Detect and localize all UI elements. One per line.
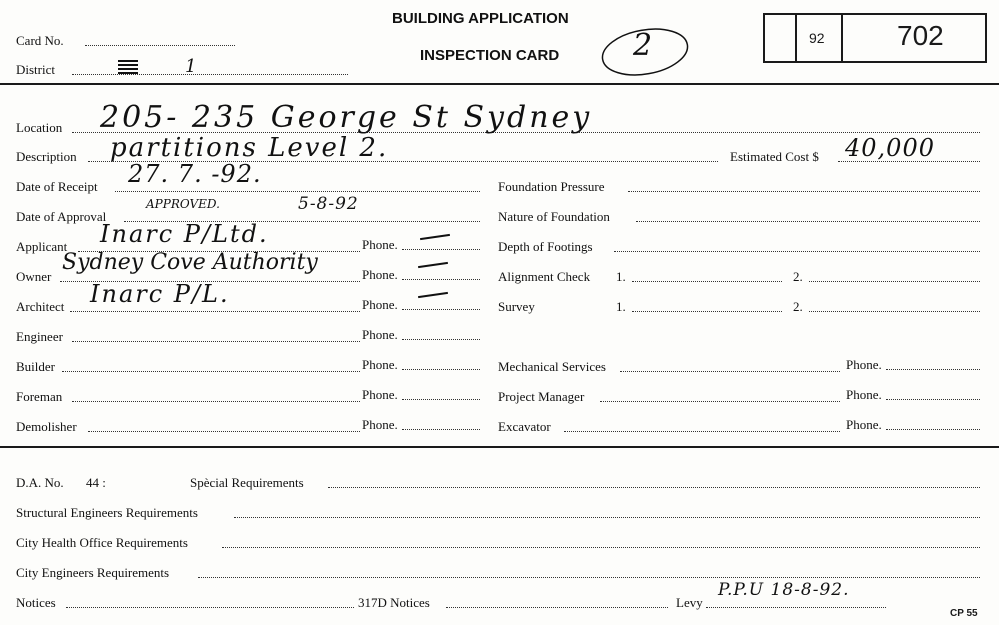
city-eng-field[interactable] — [198, 576, 980, 578]
receipt-label: Date of Receipt — [16, 179, 98, 194]
card-number-box — [763, 13, 987, 63]
card-number: 702 — [897, 20, 944, 51]
survey-one-label: 1. — [616, 299, 626, 314]
mechanical-phone-label: Phone. — [846, 357, 882, 372]
survey-two-field[interactable] — [809, 310, 980, 312]
city-eng-label: City Engineers Requirements — [16, 565, 170, 580]
builder-label: Builder — [16, 359, 55, 374]
special-label: Spècial Requirements — [190, 475, 304, 490]
foreman-label: Foreman — [16, 389, 63, 404]
form-code: CP 55 — [950, 608, 978, 619]
builder-phone-field[interactable] — [402, 368, 480, 370]
owner-phone-label: Phone. — [362, 267, 398, 282]
builder-phone-label: Phone. — [362, 357, 398, 372]
estimated-cost-value: 40,000 — [845, 134, 935, 162]
depth-footings-label: Depth of Footings — [498, 239, 593, 254]
section-divider — [0, 446, 999, 448]
nature-foundation-label: Nature of Foundation — [498, 209, 610, 224]
demolisher-phone-field[interactable] — [402, 428, 480, 430]
levy-label: Levy — [676, 595, 703, 610]
foreman-field[interactable] — [72, 400, 360, 402]
receipt-value: 27. 7. -92. — [128, 160, 262, 188]
foundation-pressure-field[interactable] — [628, 190, 980, 192]
architect-phone-dash — [418, 292, 448, 298]
builder-field[interactable] — [62, 370, 360, 372]
approval-label: Date of Approval — [16, 209, 107, 224]
foreman-phone-field[interactable] — [402, 398, 480, 400]
form-title-line2: INSPECTION CARD — [420, 47, 560, 64]
owner-label: Owner — [16, 269, 52, 284]
project-manager-phone-label: Phone. — [846, 387, 882, 402]
notices-317d-field[interactable] — [446, 606, 668, 608]
description-label: Description — [16, 149, 77, 164]
location-label: Location — [16, 120, 63, 135]
survey-two-label: 2. — [793, 299, 803, 314]
excavator-field[interactable] — [564, 430, 840, 432]
card-no-field[interactable] — [85, 44, 235, 46]
architect-field[interactable] — [70, 310, 360, 312]
special-field[interactable] — [328, 486, 980, 488]
applicant-phone-field[interactable] — [402, 248, 480, 250]
mechanical-phone-field[interactable] — [886, 368, 980, 370]
alignment-one-label: 1. — [616, 269, 626, 284]
survey-one-field[interactable] — [632, 310, 782, 312]
survey-label: Survey — [498, 299, 535, 314]
approval-value: 5-8-92 — [298, 194, 359, 214]
applicant-phone-dash — [420, 234, 450, 240]
applicant-value: Inarc P/Ltd. — [100, 220, 269, 248]
engineer-phone-label: Phone. — [362, 327, 398, 342]
owner-value: Sydney Cove Authority — [62, 250, 318, 275]
applicant-label: Applicant — [16, 239, 68, 254]
circled-number: 2 — [633, 28, 654, 63]
project-manager-field[interactable] — [600, 400, 840, 402]
excavator-phone-field[interactable] — [886, 428, 980, 430]
card-no-label: Card No. — [16, 33, 64, 48]
foundation-pressure-label: Foundation Pressure — [498, 179, 605, 194]
location-value: 205- 235 George St Sydney — [100, 100, 593, 135]
demolisher-phone-label: Phone. — [362, 417, 398, 432]
levy-field[interactable] — [706, 606, 886, 608]
alignment-one-field[interactable] — [632, 280, 782, 282]
notices-317d-label: 317D Notices — [358, 595, 430, 610]
form-title-line1: BUILDING APPLICATION — [392, 10, 569, 27]
district-value: 1 — [185, 56, 198, 77]
excavator-phone-label: Phone. — [846, 417, 882, 432]
excavator-label: Excavator — [498, 419, 551, 434]
approval-note: APPROVED. — [146, 197, 220, 211]
alignment-check-label: Alignment Check — [498, 269, 591, 284]
header-divider — [0, 83, 999, 85]
structural-field[interactable] — [234, 516, 980, 518]
demolisher-field[interactable] — [88, 430, 360, 432]
description-value: partitions Level 2. — [110, 133, 389, 163]
health-field[interactable] — [222, 546, 980, 548]
architect-phone-field[interactable] — [402, 308, 480, 310]
depth-footings-field[interactable] — [614, 250, 980, 252]
district-field[interactable] — [72, 73, 348, 75]
architect-phone-label: Phone. — [362, 297, 398, 312]
alignment-two-field[interactable] — [809, 280, 980, 282]
levy-value: P.P.U 18-8-92. — [718, 580, 850, 600]
engineer-label: Engineer — [16, 329, 63, 344]
structural-label: Structural Engineers Requirements — [16, 505, 198, 520]
da-value: 44 : — [86, 475, 106, 490]
applicant-phone-label: Phone. — [362, 237, 398, 252]
owner-phone-field[interactable] — [402, 278, 480, 280]
engineer-phone-field[interactable] — [402, 338, 480, 340]
architect-value: Inarc P/L. — [90, 280, 230, 308]
engineer-field[interactable] — [72, 340, 360, 342]
estimated-cost-label: Estimated Cost $ — [730, 149, 819, 164]
mechanical-label: Mechanical Services — [498, 359, 606, 374]
alignment-two-label: 2. — [793, 269, 803, 284]
da-label: D.A. No. — [16, 475, 64, 490]
district-label: District — [16, 62, 55, 77]
scribble-mark — [118, 58, 138, 74]
demolisher-label: Demolisher — [16, 419, 77, 434]
health-label: City Health Office Requirements — [16, 535, 188, 550]
notices-field[interactable] — [66, 606, 354, 608]
project-manager-phone-field[interactable] — [886, 398, 980, 400]
owner-phone-dash — [418, 262, 448, 268]
foreman-phone-label: Phone. — [362, 387, 398, 402]
notices-label: Notices — [16, 595, 56, 610]
project-manager-label: Project Manager — [498, 389, 585, 404]
year-value: 92 — [809, 30, 825, 46]
receipt-field[interactable] — [115, 190, 480, 192]
architect-label: Architect — [16, 299, 65, 314]
mechanical-field[interactable] — [620, 370, 840, 372]
nature-foundation-field[interactable] — [636, 220, 980, 222]
